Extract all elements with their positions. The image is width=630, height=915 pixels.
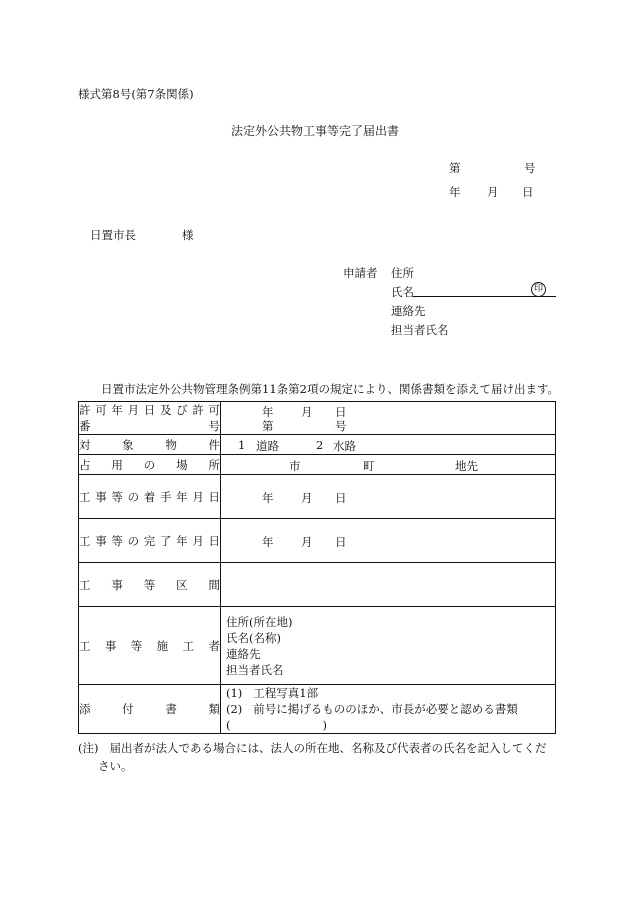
value-contractor [221,607,556,685]
notification-form-table [78,401,556,734]
value-target: 1 道路 2 水路 [221,435,556,455]
row-location [79,455,556,475]
value-permit: 年 月 日 第 号 [221,402,556,435]
value-attachments [221,685,556,734]
label-contractor: 工 事 等 施 工 者 [79,607,221,685]
note-line-2: さい。 [98,759,133,773]
applicant-person-label: 担当者氏名 [391,323,449,337]
doc-number-suffix: 号 [524,161,536,175]
doc-date-day: 日 [522,185,534,199]
label-permit [79,402,221,435]
doc-date-month: 月 [487,185,499,199]
label-end-date: 工 事 等 の 完 了 年 月 日 [79,519,221,563]
label-location: 占 用 の 場 所 [79,455,221,475]
contractor-address-label: 住所(所在地) [226,614,293,629]
applicant-name-label: 氏名 [391,285,414,299]
attachment-item-1: (1) 工程写真1部 [226,686,319,700]
note-line-1: (注) 届出者が法人である場合には、法人の所在地、名称及び代表者の氏名を記入してくだ [78,741,547,755]
value-section [221,563,556,607]
attachment-item-2: (2) 前号に掲げるもののほか、市長が必要と認める書類 [226,702,518,716]
doc-number-prefix: 第 [449,161,461,175]
label-attachments: 添 付 書 類 [79,685,221,734]
row-end-date [79,519,556,563]
row-start-date [79,475,556,519]
row-attachments [79,685,556,734]
value-end-date: 年 月 日 [221,519,556,563]
seal-mark: 印 [531,282,546,297]
document-title: 法定外公共物工事等完了届出書 [230,124,399,138]
label-section: 工 事 等 区 間 [79,563,221,607]
contractor-person-label: 担当者氏名 [226,662,284,677]
label-target: 対 象 物 件 [79,435,221,455]
contractor-contact-label: 連絡先 [226,646,261,661]
addressee-suffix: 様 [182,228,194,242]
row-section [79,563,556,607]
statement-text: 日置市法定外公共物管理条例第11条第2項の規定により、関係書類を添えて届け出ます。 [101,382,560,396]
value-start-date: 年 月 日 [221,475,556,519]
row-permit [79,402,556,435]
label-permit-line1: 許 可 年 月 日 及 び 許 可 [79,403,220,417]
addressee-name: 日置市長 [90,228,136,242]
row-contractor [79,607,556,685]
attachment-item-3: ( ) [226,718,327,732]
row-target [79,435,556,455]
label-permit-line2: 番 号 [79,419,220,433]
doc-date-year: 年 [449,185,461,199]
applicant-label: 申請者 [343,266,378,280]
applicant-contact-label: 連絡先 [391,304,426,318]
value-location: 市 町 地先 [221,455,556,475]
label-start-date: 工 事 等 の 着 手 年 月 日 [79,475,221,519]
contractor-name-label: 氏名(名称) [226,630,281,645]
applicant-address-label: 住所 [391,266,414,280]
form-number: 様式第8号(第7条関係) [78,87,194,101]
